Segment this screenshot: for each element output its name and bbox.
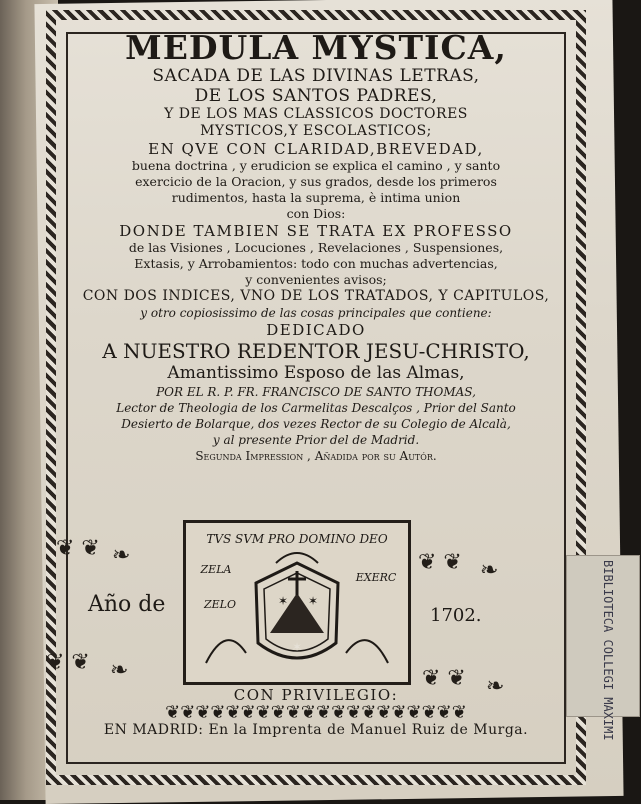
title-line: DE LOS SANTOS PADRES, xyxy=(194,86,438,106)
emblem-motto-right: EXERC xyxy=(355,571,397,584)
imprint-line: EN MADRID: En la Imprenta de Manuel Ruiz de Murga. xyxy=(103,722,529,738)
emblem-woodcut-icon xyxy=(186,523,408,682)
title-line: EN QVE CON CLARIDAD,BREVEDAD, xyxy=(148,140,484,158)
year-label: Año de xyxy=(88,592,166,617)
year-value: 1702. xyxy=(430,605,482,626)
svg-text:✶: ✶ xyxy=(292,640,303,654)
fleuron-icon: ❧ xyxy=(486,674,505,699)
title-line: Amantissimo Esposo de las Almas, xyxy=(167,363,465,383)
title-line: DONDE TAMBIEN SE TRATA EX PROFESSO xyxy=(119,222,513,240)
title-line: rudimentos, hasta la suprema, è intima union xyxy=(171,190,461,205)
ornament-row-icon: ❦❦❦❦❦❦❦❦❦❦❦❦❦❦❦❦❦❦❦❦ xyxy=(165,704,467,722)
title-line: con Dios: xyxy=(286,206,346,221)
title-line: MYSTICOS,Y ESCOLASTICOS; xyxy=(200,123,432,139)
emblem-motto-top: TVS SVM PRO DOMINO DEO xyxy=(206,532,388,546)
carmelite-emblem xyxy=(183,520,411,685)
title-line: Y DE LOS MAS CLASSICOS DOCTORES xyxy=(164,106,468,122)
emblem-motto-left: ZELA xyxy=(200,563,232,576)
fleuron-icon: ❦ ❦ xyxy=(56,536,100,561)
fleuron-icon: ❧ xyxy=(112,543,131,568)
title-line: A NUESTRO REDENTOR JESU-CHRISTO, xyxy=(102,339,530,363)
fleuron-icon: ❧ xyxy=(110,658,129,683)
fleuron-icon: ❦ ❦ xyxy=(418,550,462,575)
title-line: Desierto de Bolarque, dos vezes Rector de su Colegio de Alcalà, xyxy=(121,417,511,431)
title-line: y otro copiosissimo de las cosas principales que contiene: xyxy=(140,306,492,320)
title-line: y al presente Prior del de Madrid. xyxy=(212,433,420,447)
title-line: y convenientes avisos; xyxy=(245,272,387,287)
privilege-line: CON PRIVILEGIO: xyxy=(233,686,399,704)
fleuron-icon: ❧ xyxy=(480,558,499,583)
title-text-block xyxy=(74,30,558,464)
title-line: Lector de Theologia de los Carmelitas Descalços , Prior del Santo xyxy=(116,401,516,415)
fleuron-icon: ❦ ❦ xyxy=(422,666,466,691)
title-line: POR EL R. P. FR. FRANCISCO DE SANTO THOMAS, xyxy=(156,385,476,399)
title-line: DEDICADO xyxy=(266,321,366,339)
library-sticker-text xyxy=(596,560,616,741)
title-line: Extasis, y Arrobamientos: todo con muchas advertencias, xyxy=(134,256,498,271)
title-line: CON DOS INDICES, VNO DE LOS TRATADOS, Y CAPITULOS, xyxy=(82,288,550,304)
title-line: Segunda Impression , Añadida por su Autór. xyxy=(195,449,437,463)
title-line: de las Visiones , Locuciones , Revelaciones , Suspensiones, xyxy=(128,240,504,255)
library-label-line: BIBLIOTECA xyxy=(601,560,615,633)
library-label-line: COLLEGI MAXIMI xyxy=(601,639,615,741)
imprint-block xyxy=(74,686,558,739)
fleuron-icon: ❦ ❦ xyxy=(46,650,90,675)
title-line: MEDULA MYSTICA, xyxy=(125,30,507,66)
emblem-motto-left2: ZELO xyxy=(204,598,236,611)
svg-text:✶: ✶ xyxy=(308,594,319,608)
title-line: SACADA DE LAS DIVINAS LETRAS, xyxy=(152,66,480,86)
title-line: exercicio de la Oracion, y sus grados, desde los primeros xyxy=(135,174,497,189)
svg-text:✶: ✶ xyxy=(278,594,289,608)
title-line: buena doctrina , y erudicion se explica el camino , y santo xyxy=(131,158,501,173)
